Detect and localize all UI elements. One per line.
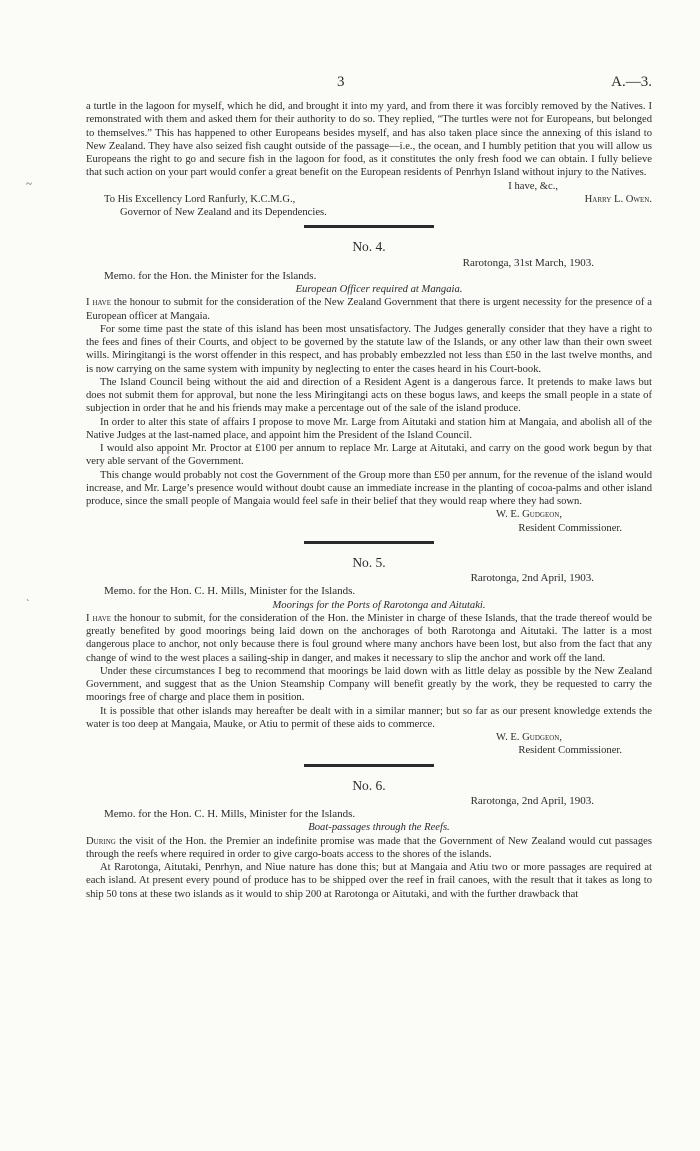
signature-title: Resident Commissioner. xyxy=(518,745,622,757)
governor-line: Governor of New Zealand and its Dependencies. xyxy=(120,207,327,218)
paragraph xyxy=(86,612,652,665)
paragraph: At Rarotonga, Aitutaki, Penrhyn, and Niue nature has done this; but at Mangaia and Atiu two or more passages are required at each island. At present every pound of produce has to be shipped over the reef in frail canoes, with the result that it takes as long to ship 50 tons at these two islands as it would to ship 200 at Rarotonga or Aitutaki, and with the further drawback that xyxy=(86,862,652,900)
paragraph-text: the honour to submit, for the consideration of the Hon. the Minister in charge of these Islands, that the trade thereof would be greatly benefited by good moorings being laid down on the anchorages of both Rarotonga and Aitutaki. The latter is a most dangerous place to anchor, not only because there is foul ground where many anchors have been lost, but also from the fact that any change of wind to the west places a sailing-ship in danger, and makes it necessary to slip the anchor and work off the land. xyxy=(86,612,652,664)
page-number: 3 xyxy=(337,74,345,90)
section-heading: No. 6. xyxy=(352,777,386,793)
memo-line: Memo. for the Hon. C. H. Mills, Minister for the Islands. xyxy=(104,585,356,598)
lead-word: I have xyxy=(86,612,112,624)
section-no4 xyxy=(86,240,652,535)
closing xyxy=(86,180,652,193)
paragraph: I would also appoint Mr. Proctor at £100 per annum to replace Mr. Large at Aitutaki, and carry on the good work begun by that very able servant of the Government. xyxy=(86,443,652,468)
signature-title: Resident Commissioner. xyxy=(518,522,622,534)
signature xyxy=(86,508,652,521)
section-divider xyxy=(304,225,434,228)
document-page xyxy=(86,76,652,901)
margin-mark: ` xyxy=(26,598,30,610)
subject-line: Boat-passages through the Reefs. xyxy=(308,822,450,834)
memo-line: Memo. for the Hon. C. H. Mills, Minister for the Islands. xyxy=(104,808,356,820)
place-date: Rarotonga, 2nd April, 1903. xyxy=(470,794,594,807)
continuation-section xyxy=(86,100,652,219)
section-no5 xyxy=(86,556,652,758)
paragraph: Under these circumstances I beg to recommend that moorings be laid down with as little delay as possible by the New Zealand Government, and suggest that as the Union Steamship Company will benefit greatly by the work, they be requested to carry the moorings free of charge and place them in position. xyxy=(86,665,652,704)
section-heading: No. 5. xyxy=(352,554,386,570)
addressee: To His Excellency Lord Ranfurly, K.C.M.G., xyxy=(104,193,296,205)
closing-text: I have, &c., xyxy=(508,180,558,192)
paragraph-text: the visit of the Hon. the Premier an indefinite promise was made that the Government of New Zealand would cut passages through the reefs where required in order to give cargo-boats access to the shores of the islands. xyxy=(86,835,652,860)
subject-line: Moorings for the Ports of Rarotonga and Aitutaki. xyxy=(272,599,486,611)
section-no6 xyxy=(86,779,652,901)
place-date: Rarotonga, 31st March, 1903. xyxy=(462,256,594,269)
paragraph: This change would probably not cost the Government of the Group more than £50 per annum, for the revenue of the island would increase, and Mr. Large’s presence would without doubt cause an immediate increase in the planting of cocoa-palms and other island produce, since the small people of Mangaia would feel safe in their belief that they would reap where they had sown. xyxy=(86,469,652,507)
paragraph: In order to alter this state of affairs I propose to move Mr. Large from Aitutaki and station him at Mangaia, and abolish all of the Native Judges at the last-named place, and appoint him the President of the Island Council. xyxy=(86,416,652,441)
paragraph: The Island Council being without the aid and direction of a Resident Agent is a dangerous farce. It pretends to make laws but does not submit them for approval, but none the less Miringitangi acts on these bogus laws, and keeps the small people in a state of subjection in order that he and his friends may make a percentage out of the sale of the island produce. xyxy=(86,376,652,415)
section-divider xyxy=(304,541,434,544)
signature: Harry L. Owen. xyxy=(584,193,652,205)
document-reference: A.—3. xyxy=(611,74,652,90)
addressee-line xyxy=(86,193,652,206)
lead-word: I have xyxy=(86,297,111,309)
signature-name: W. E. Gudgeon, xyxy=(496,732,562,743)
margin-mark: ~ xyxy=(26,178,32,190)
paragraph: It is possible that other islands may hereafter be dealt with in a similar manner; but so far as our present knowledge extends the water is too deep at Mangaia, Mauke, or Atiu to permit of these aids to commerce. xyxy=(86,705,652,730)
place-date: Rarotonga, 2nd April, 1903. xyxy=(470,572,594,584)
paragraph-text: the honour to submit for the consideration of the New Zealand Government that there is urgent necessity for the presence of a European officer at Mangaia. xyxy=(86,297,652,322)
section-heading: No. 4. xyxy=(352,239,386,255)
page-header xyxy=(86,76,652,100)
memo-line: Memo. for the Hon. the Minister for the Islands. xyxy=(104,269,317,282)
paragraph xyxy=(86,835,652,862)
section-divider xyxy=(304,764,434,767)
subject-line: European Officer required at Mangaia. xyxy=(295,284,463,295)
continuation-paragraph: a turtle in the lagoon for myself, which he did, and brought it into my yard, and from there it was forcibly removed by the Natives. I remonstrated with them and asked them for their authority to do so. They replied, “The turtles were not for Europeans, but belonged to themselves.” This has happened to other Europeans besides myself, and has also taken place since the annexing of this island to New Zealand. They have also seized fish caught outside of the passage—i.e., the ocean, and I humbly petition that you will allow us Europeans the right to go and secure fish in the lagoon for food, as it constitutes the only fresh food we can obtain. I fully believe that such action on your part would confer a great benefit on the European residents of Penrhyn Island without injury to the Natives. xyxy=(86,101,652,179)
lead-word: During xyxy=(86,835,116,847)
paragraph: For some time past the state of this island has been most unsatisfactory. The Judges generally consider that they have a right to the fees and fines of their Courts, and object to be governed by the statute law of the Islands, or any other law than their own sweet wills. Miringitangi is the worst offender in this respect, and has probably embezzled not less than £50 in the last twelve months, and is now carrying on the same system with impunity by neglecting to enter the cases heard in his Court-book. xyxy=(86,323,652,375)
signature xyxy=(86,731,652,744)
paragraph xyxy=(86,296,652,323)
signature-name: W. E. Gudgeon, xyxy=(496,509,562,521)
